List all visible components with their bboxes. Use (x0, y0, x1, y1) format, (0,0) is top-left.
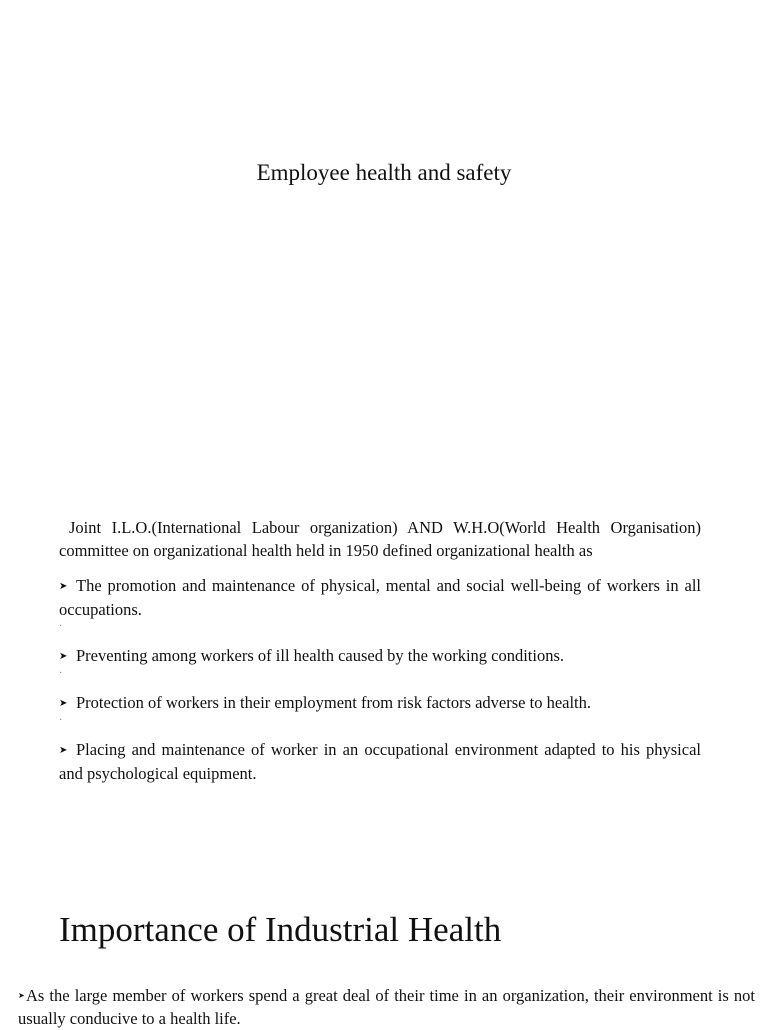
separator-dot: · (59, 715, 63, 726)
bullet-text: Placing and maintenance of worker in an occupational environment adapted to his physical and psychological equipment. (59, 740, 701, 783)
bullet-item (59, 574, 701, 621)
paragraph-text: As the large member of workers spend a great deal of their time in an organization, their environment is not usually conducive to a health life. (18, 986, 755, 1028)
spacer (59, 562, 701, 574)
bullet-item (59, 738, 701, 785)
bullet-text: The promotion and maintenance of physical, mental and social well-being of workers in all occupations. (59, 576, 701, 619)
arrow-bullet-icon: ➤ (59, 698, 68, 709)
definition-block (59, 516, 701, 785)
bullet-item (59, 644, 701, 668)
separator-dot: · (59, 668, 63, 679)
separator-dot: · (59, 621, 63, 632)
bullet-text: Preventing among workers of ill health caused by the working conditions. (76, 646, 565, 665)
section-heading: Importance of Industrial Health (59, 910, 502, 949)
bullet-item (59, 691, 701, 715)
section-paragraph (18, 984, 755, 1030)
arrow-bullet-icon: ➤ (59, 651, 68, 662)
bullet-text: Protection of workers in their employment from risk factors adverse to health. (76, 693, 592, 712)
arrow-bullet-icon: ➤ (59, 745, 68, 756)
arrow-bullet-icon: ➤ (59, 581, 68, 592)
intro-paragraph: Joint I.L.O.(International Labour organization) AND W.H.O(World Health Organisation) committee on organizational health held in 1950 defined organizational health as (59, 518, 701, 560)
page-title: Employee health and safety (256, 160, 512, 185)
arrow-bullet-icon: ➤ (18, 991, 25, 1000)
